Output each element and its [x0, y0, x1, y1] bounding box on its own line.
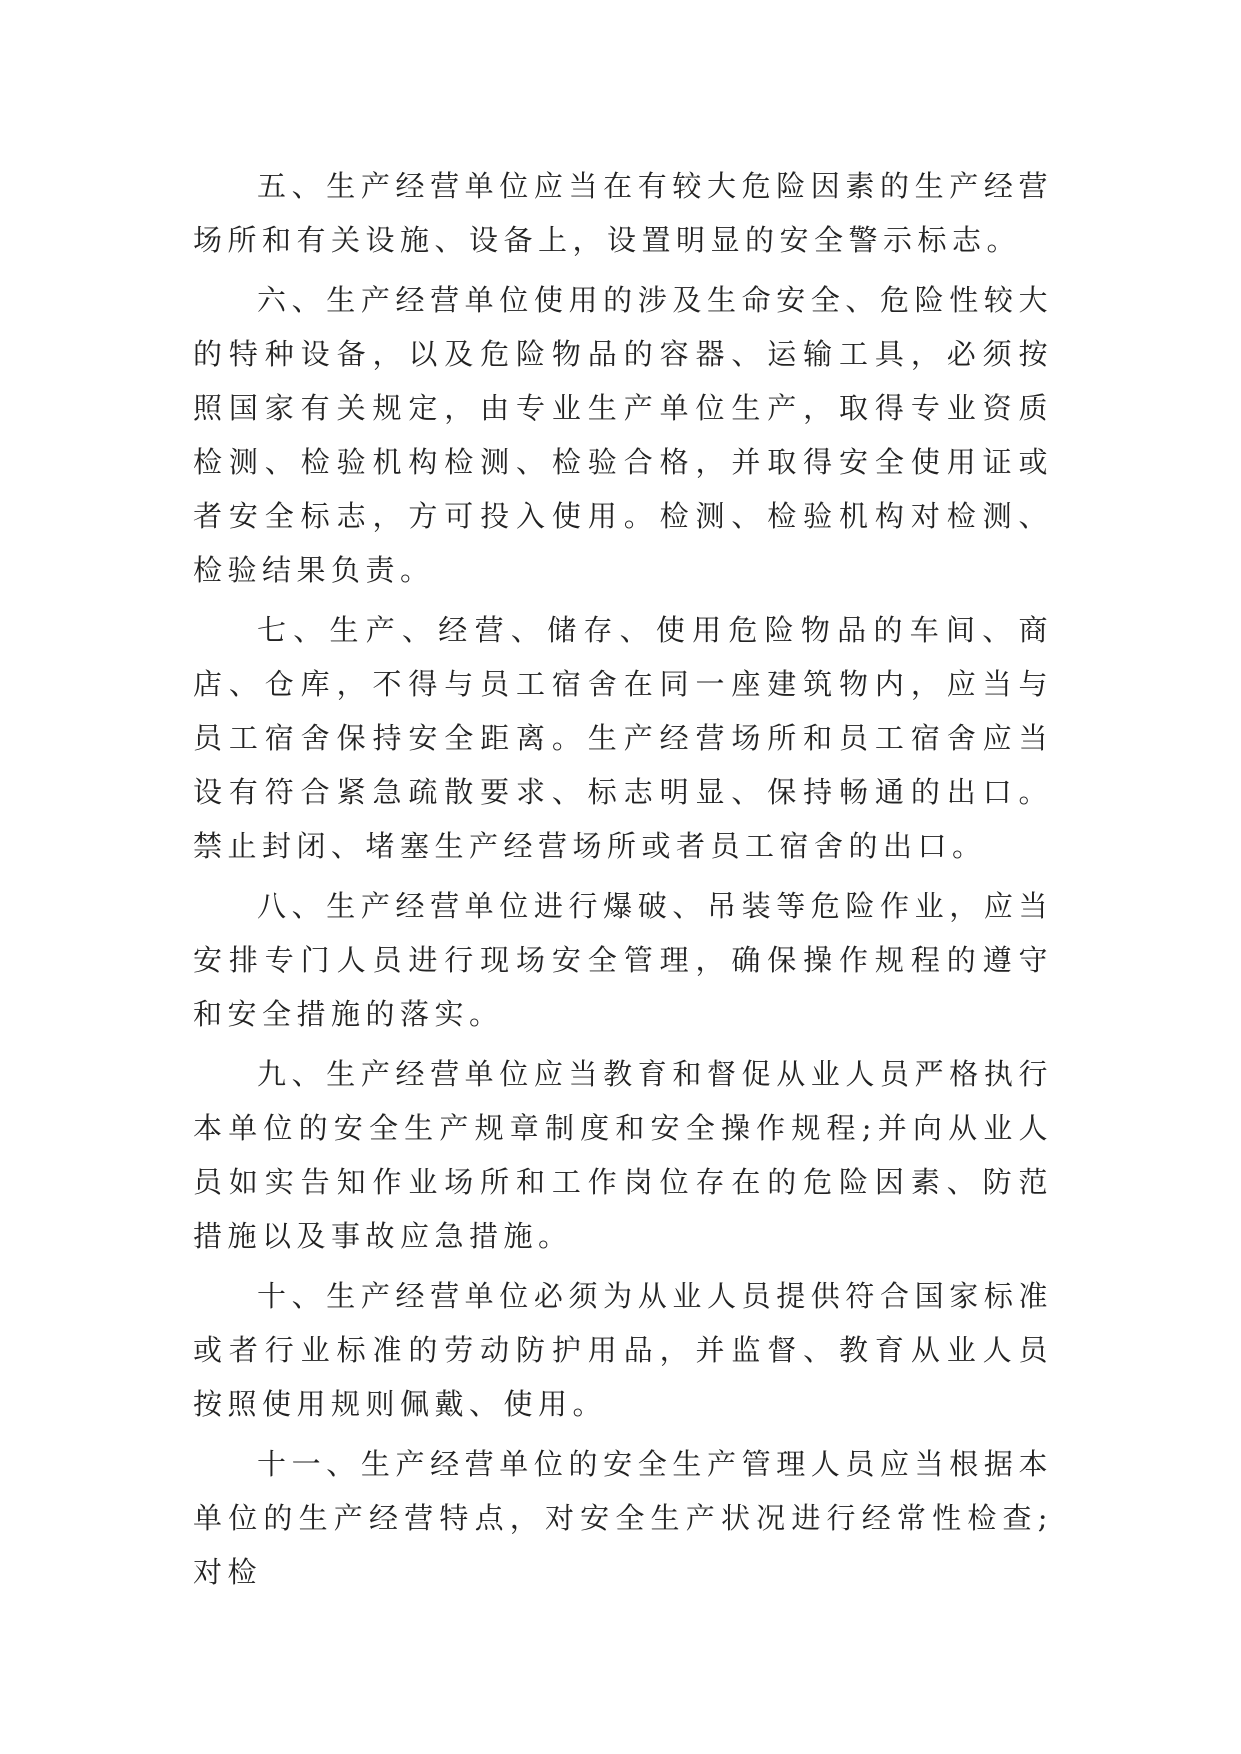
paragraph-6: 六、生产经营单位使用的涉及生命安全、危险性较大的特种设备，以及危险物品的容器、运输工具，必须按照国家有关规定，由专业生产单位生产，取得专业资质检测、检验机构检测、检验合格，并取得安全使用证或者安全标志，方可投入使用。检测、检验机构对检测、检验结果负责。: [193, 283, 1053, 587]
paragraph-7: 七、生产、经营、储存、使用危险物品的车间、商店、仓库，不得与员工宿舍在同一座建筑物内，应当与员工宿舍保持安全距离。生产经营场所和员工宿舍应当设有符合紧急疏散要求、标志明显、保持畅通的出口。禁止封闭、堵塞生产经营场所或者员工宿舍的出口。: [193, 613, 1053, 863]
paragraph-8: 八、生产经营单位进行爆破、吊装等危险作业，应当安排专门人员进行现场安全管理，确保操作规程的遵守和安全措施的落实。: [193, 889, 1053, 1031]
paragraph-11: 十一、生产经营单位的安全生产管理人员应当根据本单位的生产经营特点，对安全生产状况进行经常性检查;对检: [193, 1447, 1053, 1589]
document-body: [193, 159, 1053, 1605]
paragraph-9: 九、生产经营单位应当教育和督促从业人员严格执行本单位的安全生产规章制度和安全操作规程;并向从业人员如实告知作业场所和工作岗位存在的危险因素、防范措施以及事故应急措施。: [193, 1057, 1053, 1253]
paragraph-5: 五、生产经营单位应当在有较大危险因素的生产经营场所和有关设施、设备上，设置明显的安全警示标志。: [193, 169, 1053, 257]
paragraph-10: 十、生产经营单位必须为从业人员提供符合国家标准或者行业标准的劳动防护用品，并监督、教育从业人员按照使用规则佩戴、使用。: [193, 1279, 1053, 1421]
